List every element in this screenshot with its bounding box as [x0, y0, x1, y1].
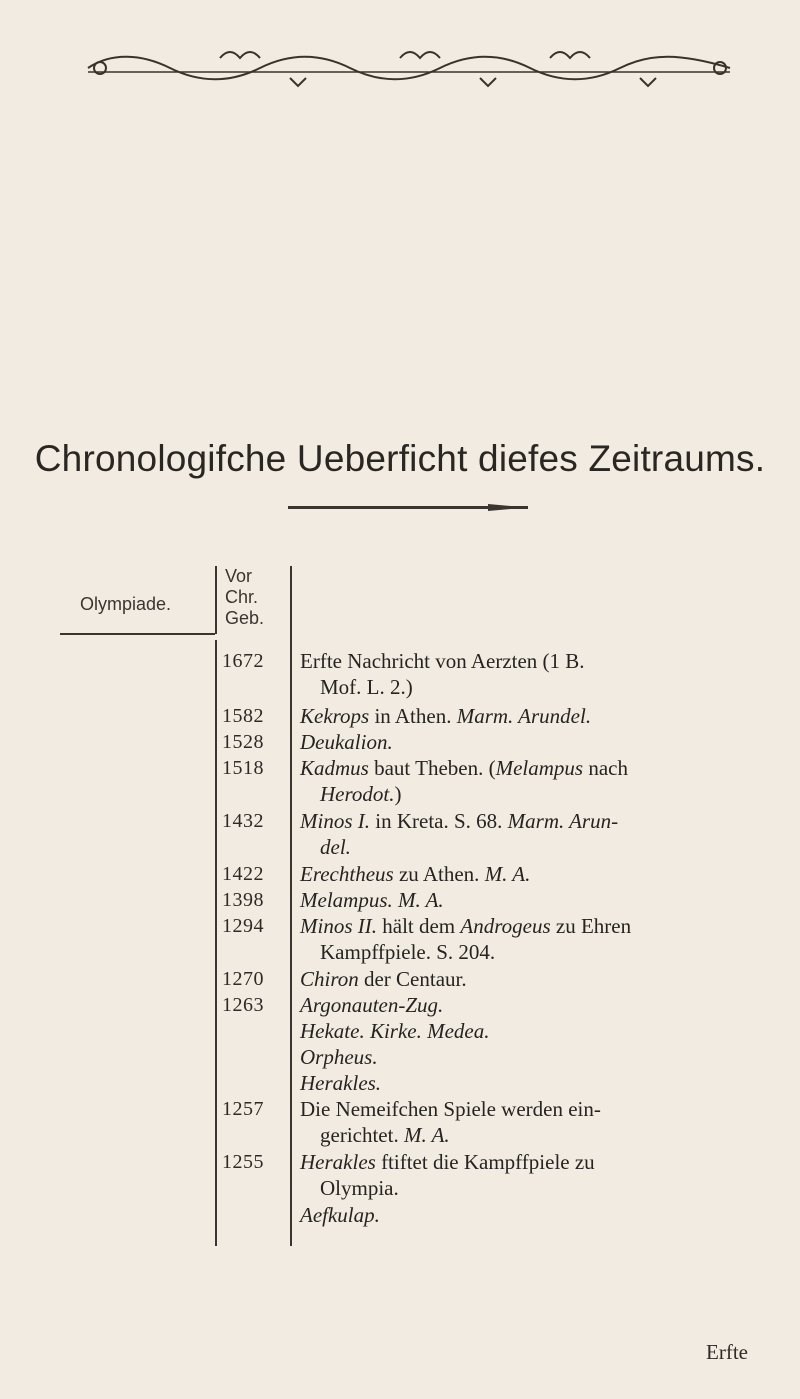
header-vor: Vor — [225, 566, 253, 586]
event-text: Argonauten-Zug. — [300, 993, 444, 1017]
event-text: Androgeus — [460, 914, 551, 938]
year-cell: 1263 — [222, 994, 264, 1016]
year-cell: 1270 — [222, 968, 264, 990]
event-text: Herakles. — [300, 1071, 382, 1095]
event-text: Herakles — [300, 1150, 376, 1174]
year-cell: 1672 — [222, 650, 264, 672]
event-entry — [300, 861, 770, 887]
event-text: Erfte Nachricht von Aerzten (1 B. — [300, 649, 585, 673]
event-text: Melampus. M. A. — [300, 888, 444, 912]
event-text: Minos II. — [300, 914, 377, 938]
column-header-vor-chr-geb — [225, 566, 264, 629]
event-text: M. A. — [403, 1123, 450, 1147]
event-text: Hekate. Kirke. Medea. — [300, 1019, 490, 1043]
event-entry — [300, 755, 770, 807]
event-text: ) — [394, 782, 402, 806]
event-entry — [300, 1202, 770, 1228]
table-rule-header — [60, 633, 215, 635]
year-cell: 1255 — [222, 1151, 264, 1173]
event-text: Marm. Arundel. — [456, 704, 592, 728]
event-entry — [300, 913, 770, 965]
event-text: Kekrops — [300, 704, 370, 728]
event-entry — [300, 1044, 770, 1070]
catchword: Erfte — [706, 1340, 748, 1364]
event-text: del. — [320, 835, 351, 859]
event-text: Melampus — [495, 756, 584, 780]
table-rule-year-left — [215, 640, 217, 1246]
event-text: Orpheus. — [300, 1045, 378, 1069]
event-text: baut Theben. ( — [368, 756, 496, 780]
year-cell: 1582 — [222, 705, 264, 727]
event-text: M. A. — [484, 862, 531, 886]
event-text: zu Athen. — [393, 862, 485, 886]
year-cell: 1422 — [222, 863, 264, 885]
event-text: Chiron — [300, 967, 359, 991]
event-text: der Centaur. — [358, 967, 467, 991]
event-text: Mof. L. 2.) — [320, 675, 413, 699]
event-text: Die Nemeifchen Spiele werden ein- — [300, 1097, 601, 1121]
event-text: Deukalion. — [300, 730, 393, 754]
event-text: Kampffpiele. S. 204. — [320, 940, 496, 964]
year-cell: 1528 — [222, 731, 264, 753]
event-entry — [300, 703, 770, 729]
event-entry — [300, 648, 770, 700]
table-rule-left — [215, 566, 217, 634]
year-cell: 1294 — [222, 915, 264, 937]
event-text: Minos I. — [300, 809, 370, 833]
event-entry — [300, 1018, 770, 1044]
event-entry — [300, 966, 770, 992]
event-text: Aefkulap. — [300, 1203, 380, 1227]
event-text: nach — [583, 756, 629, 780]
year-cell: 1432 — [222, 810, 264, 832]
event-text: hält dem — [377, 914, 461, 938]
title-rule — [288, 504, 528, 512]
year-cell: 1518 — [222, 757, 264, 779]
event-text: Olympia. — [320, 1176, 399, 1200]
event-text: in Athen. — [369, 704, 457, 728]
event-entry — [300, 887, 770, 913]
table-rule-right — [290, 566, 292, 1246]
event-text: Erechtheus — [300, 862, 394, 886]
event-entry — [300, 1149, 770, 1201]
event-entry — [300, 992, 770, 1018]
decorative-ornament — [80, 38, 740, 88]
event-text: in Kreta. S. 68. — [370, 809, 508, 833]
column-header-olympiade: Olympiade. — [80, 594, 172, 614]
event-text: zu Ehren — [550, 914, 632, 938]
event-entry — [300, 1070, 770, 1096]
year-cell: 1398 — [222, 889, 264, 911]
event-text: Herodot. — [320, 782, 395, 806]
event-text: Kadmus — [300, 756, 369, 780]
year-cell: 1257 — [222, 1098, 264, 1120]
event-entry — [300, 1096, 770, 1148]
event-text: Marm. Arun- — [507, 809, 619, 833]
event-entry — [300, 729, 770, 755]
header-chr: Chr. — [225, 587, 259, 607]
header-geb: Geb. — [225, 608, 265, 628]
event-text: ftiftet die Kampffpiele zu — [375, 1150, 595, 1174]
page-title: Chronologifche Ueberficht diefes Zeitraums. — [34, 438, 766, 479]
event-text: gerichtet. — [320, 1123, 404, 1147]
event-entry — [300, 808, 770, 860]
